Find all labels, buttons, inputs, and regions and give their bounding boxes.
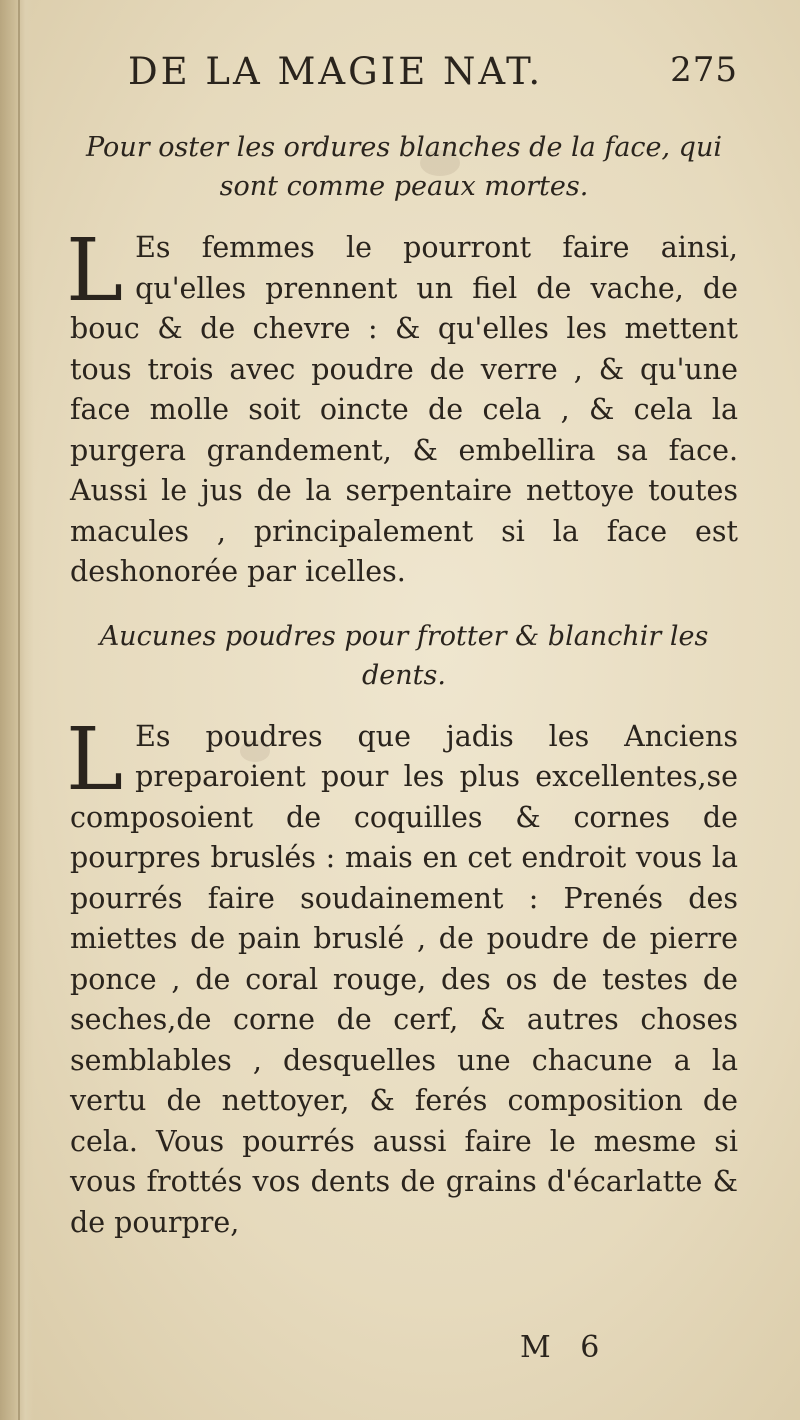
paragraph-text: Es femmes le pourront faire ainsi, qu'elles prennent un fiel de vache, de bouc & de chevre : & qu'elles les mettent tous trois avec poudre de verre , & qu'une face molle soit oincte de cela , & cela la purgera grandement, & embellira sa face. Aussi le jus de la serpentaire nettoye toutes macules , principalement si la face est deshonorée par icelles. — [70, 231, 738, 588]
binding-edge — [18, 0, 20, 1420]
signature-mark: M 6 — [520, 1330, 610, 1365]
initial-letter: L — [66, 221, 124, 321]
initial-letter: L — [66, 709, 124, 810]
section-paragraph-1 — [66, 221, 738, 593]
section-heading-2: Aucunes poudres pour frotter & blanchir les dents. — [99, 620, 709, 691]
section-spacer — [70, 593, 738, 617]
page-header — [128, 50, 748, 100]
binding-gutter — [0, 0, 34, 1420]
page-number: 275 — [670, 50, 738, 90]
section-heading-1: Pour oster les ordures blanches de la face, qui sont comme peaux mortes. — [85, 132, 722, 202]
section-paragraph-2 — [66, 709, 738, 1244]
running-title: DE LA MAGIE NAT. — [128, 50, 544, 93]
page-body — [66, 128, 738, 1243]
paragraph-text: Es poudres que jadis les Anciens preparoient pour les plus excellentes,se composoient de coquilles & cornes de pourpres bruslés : mais en cet endroit vous la pourrés faire soudainement : Prenés des miettes de pain bruslé , de poudre de pierre ponce , de coral rouge, des os de testes de seches,de corne de cerf, & autres choses semblables , desquelles une chacune a la vertu de nettoyer, & ferés composition de cela. Vous pourrés aussi faire le mesme si vous frottés vos dents de grains d'écarlatte & de pourpre, — [70, 719, 738, 1239]
